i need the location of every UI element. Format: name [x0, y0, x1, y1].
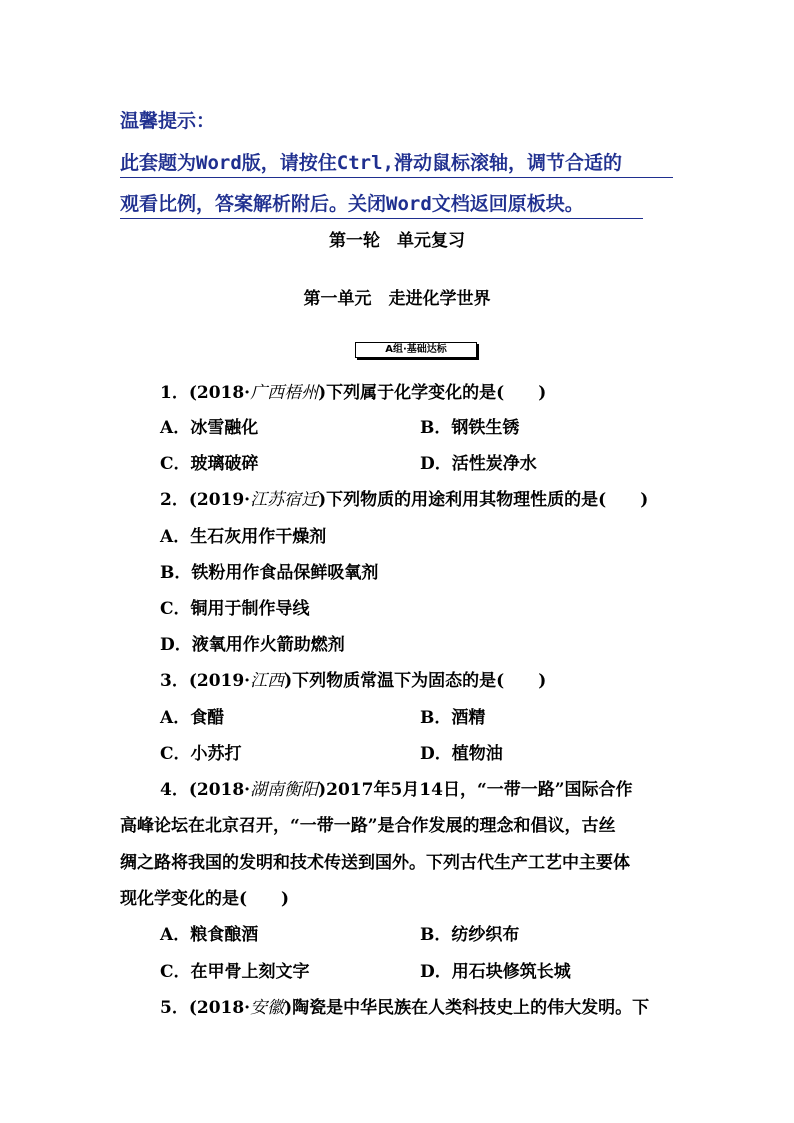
question-1: [160, 378, 546, 403]
question-5: [160, 993, 649, 1018]
q2-stem: )下列物质的用途利用其物理性质的是( ): [318, 490, 649, 510]
q4-option-b: B．纺纱织布: [420, 925, 520, 945]
q3-stem: )下列物质常温下为固态的是( ): [284, 671, 547, 691]
q1-option-c: C．玻璃破碎: [160, 454, 259, 474]
section-badge: A组·基础达标: [355, 342, 477, 358]
lesson-title: 第一轮 单元复习: [329, 231, 465, 251]
question-4: [160, 775, 633, 800]
unit-title: 第一单元 走进化学世界: [303, 289, 491, 309]
q5-prefix: 5．(2018·: [160, 998, 251, 1018]
q3-option-c: C．小苏打: [160, 744, 242, 764]
q2-option-b: B．铁粉用作食品保鲜吸氧剂: [160, 563, 379, 583]
tip-line-2: 观看比例，答案解析附后。关闭Word文档返回原板块。: [120, 189, 643, 219]
q2-option-a: A．生石灰用作干燥剂: [160, 527, 327, 547]
q3-source: 江西: [250, 671, 285, 691]
q1-option-a: A．冰雪融化: [160, 418, 259, 438]
q4-option-c: C．在甲骨上刻文字: [160, 962, 310, 982]
q1-prefix: 1．(2018·: [160, 383, 251, 403]
q1-stem: )下列属于化学变化的是( ): [318, 383, 547, 403]
question-2: [160, 485, 648, 510]
q4-option-a: A．粮食酿酒: [160, 925, 259, 945]
q4-line-2: 高峰论坛在北京召开，“一带一路”是合作发展的理念和倡议，古丝: [120, 816, 616, 836]
q5-stem: )陶瓷是中华民族在人类科技史上的伟大发明。下: [284, 998, 650, 1018]
q3-option-d: D．植物油: [420, 744, 503, 764]
q2-prefix: 2．(2019·: [160, 490, 251, 510]
q4-stem: )2017年5月14日，“一带一路”国际合作: [318, 780, 633, 800]
question-3: [160, 666, 546, 691]
q1-option-d: D．活性炭净水: [420, 454, 537, 474]
q2-option-c: C．铜用于制作导线: [160, 599, 310, 619]
q4-line-3: 绸之路将我国的发明和技术传送到国外。下列古代生产工艺中主要体: [120, 853, 630, 873]
q2-option-d: D．液氧用作火箭助燃剂: [160, 635, 345, 655]
q5-source: 安徽: [250, 998, 285, 1018]
q1-option-b: B．钢铁生锈: [420, 418, 520, 438]
q2-source: 江苏宿迁: [250, 490, 319, 510]
q3-option-b: B．酒精: [420, 708, 486, 728]
q4-prefix: 4．(2018·: [160, 780, 251, 800]
tip-line-1: 此套题为Word版，请按住Ctrl,滑动鼠标滚轴，调节合适的: [120, 148, 673, 178]
tip-title: 温馨提示：: [120, 110, 216, 132]
q3-prefix: 3．(2019·: [160, 671, 251, 691]
q1-source: 广西梧州: [250, 383, 319, 403]
q4-source: 湖南衡阳: [250, 780, 319, 800]
q4-option-d: D．用石块修筑长城: [420, 962, 571, 982]
q3-option-a: A．食醋: [160, 708, 225, 728]
q4-line-4: 现化学变化的是( ): [120, 889, 290, 909]
